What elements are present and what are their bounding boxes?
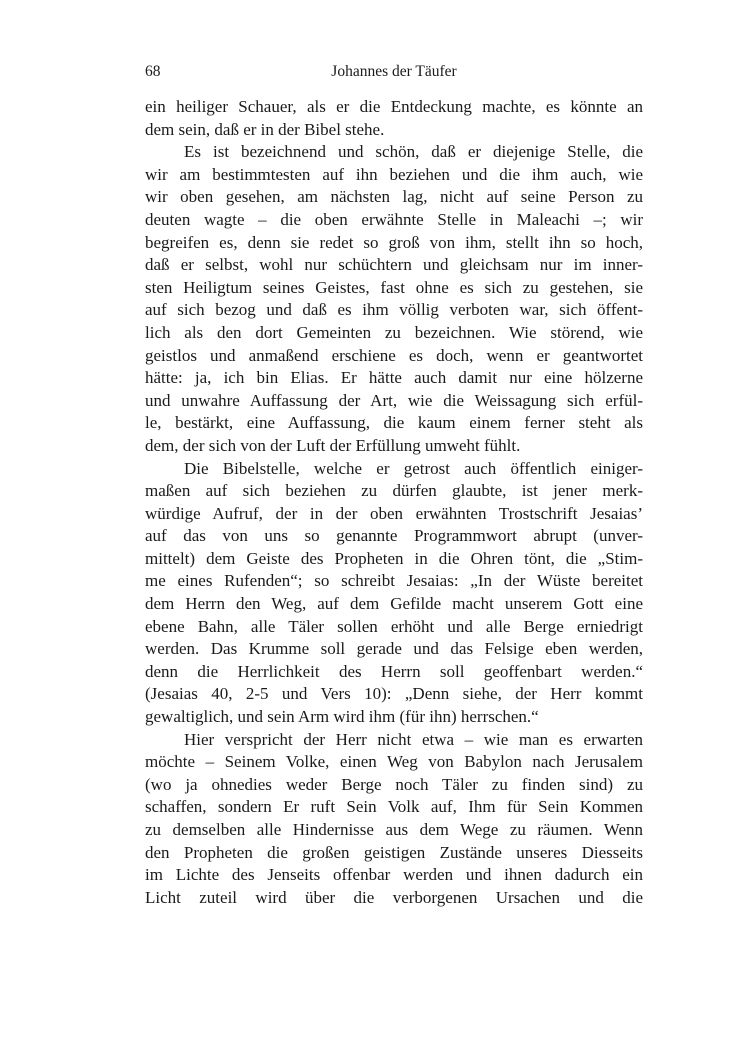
text-line: me eines Rufenden“; so schreibt Jesaias: „In der Wüste bereitet (145, 571, 643, 591)
text-line: ebene Bahn, alle Täler sollen erhöht und alle Berge erniedrigt (145, 616, 643, 636)
text-line: ein heiliger Schauer, als er die Entdeckung machte, es könnte an (145, 97, 643, 116)
text-line: begreifen es, denn sie redet so groß von ihm, stellt ihn so hoch, (145, 232, 643, 252)
text-line: dem Herrn den Weg, auf dem Gefilde macht unserem Gott eine (145, 594, 643, 614)
text-line: Licht zuteil wird über die verborgenen Ursachen und die (145, 887, 643, 907)
text-line: sten Heiligtum seines Geistes, fast ohne es sich zu gestehen, sie (145, 277, 643, 297)
running-head (145, 60, 643, 84)
text-line: (wo ja ohnedies weder Berge noch Täler zu finden sind) zu (145, 774, 643, 794)
text-line: möchte – Seinem Volke, einen Weg von Babylon nach Jerusalem (145, 752, 643, 772)
text-line: hätte: ja, ich bin Elias. Er hätte auch damit nur eine hölzerne (145, 368, 643, 388)
text-line: maßen auf sich beziehen zu dürfen glaubte, ist jener merk- (145, 481, 643, 501)
text-line: denn die Herrlichkeit des Herrn soll geoffenbart werden.“ (145, 661, 643, 681)
text-line: und unwahre Auffassung der Art, wie die Weissagung sich erfül- (145, 390, 643, 410)
text-line: dem, der sich von der Luft der Erfüllung umweht fühlt. (145, 435, 521, 455)
page-number: 68 (145, 63, 161, 80)
text-line: daß er selbst, wohl nur schüchtern und gleichsam nur im inner- (145, 255, 643, 275)
text-line: mittelt) dem Geiste des Propheten in die Ohren tönt, die „Stim- (145, 548, 643, 568)
body-text (145, 96, 643, 909)
text-line: le, bestärkt, eine Auffassung, die kaum einem ferner steht als (145, 413, 643, 433)
paragraph-first-line: Die Bibelstelle, welche er getrost auch öffentlich einiger- (184, 458, 643, 478)
text-line: gewaltiglich, und sein Arm wird ihm (für ihn) herrschen.“ (145, 707, 539, 727)
paragraph-first-line: Hier verspricht der Herr nicht etwa – wie man es erwarten (184, 729, 643, 749)
text-line: geistlos und anmaßend erschiene es doch, wenn er geantwortet (145, 345, 643, 365)
text-line: den Propheten die großen geistigen Zustände unseres Diesseits (145, 842, 643, 862)
text-line: auf sich bezog und daß es ihm völlig verboten war, sich öffent- (145, 300, 643, 320)
text-line: lich als den dort Gemeinten zu bezeichnen. Wie störend, wie (145, 322, 643, 342)
text-line: im Lichte des Jenseits offenbar werden und ihnen dadurch ein (145, 865, 643, 885)
book-page (145, 60, 643, 909)
text-line: (Jesaias 40, 2-5 und Vers 10): „Denn siehe, der Herr kommt (145, 684, 643, 704)
text-line: deuten wagte – die oben erwähnte Stelle in Maleachi –; wir (145, 209, 643, 229)
text-line: würdige Aufruf, der in der oben erwähnten Trostschrift Jesaias’ (145, 503, 643, 523)
text-line: auf das von uns so genannte Programmwort abrupt (unver- (145, 526, 643, 546)
text-line: zu demselben alle Hindernisse aus dem Wege zu räumen. Wenn (145, 820, 643, 839)
paragraph-first-line: Es ist bezeichnend und schön, daß er diejenige Stelle, die (184, 142, 643, 162)
running-title: Johannes der Täufer (331, 63, 457, 80)
text-line: werden. Das Krumme soll gerade und das Felsige eben werden, (145, 639, 643, 659)
text-line: wir oben gesehen, am nächsten lag, nicht auf seine Person zu (145, 187, 643, 207)
text-line: schaffen, sondern Er ruft Sein Volk auf, Ihm für Sein Kommen (145, 797, 643, 817)
text-line: wir am bestimmtesten auf ihn beziehen und die ihm auch, wie (145, 164, 643, 184)
text-line: dem sein, daß er in der Bibel stehe. (145, 119, 385, 139)
